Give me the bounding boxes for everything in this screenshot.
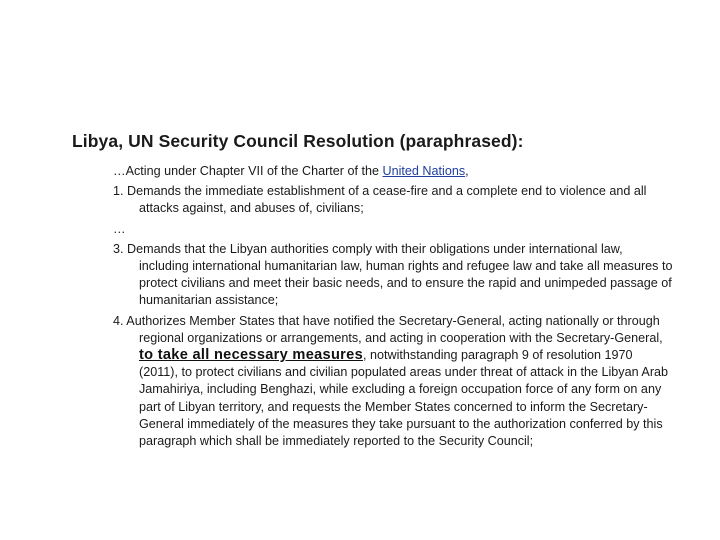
item-4-text-end: , notwithstanding paragraph 9 of resolution 1970 (2011), to protect civilians and civilian populated areas under threat of attack in the Libyan Arab Jamahiriya, including Benghazi, while excluding a foreign occupation force of any form on any part of Libyan territory, and requests the Member States concerned to inform the Secretary-General immediately of the measures they take pursuant to the authorization conferred by this paragraph which shall be immediately reported to the Security Council; — [139, 348, 669, 449]
preamble-paragraph — [113, 163, 673, 180]
preamble-text: …Acting under Chapter VII of the Charter of the — [113, 164, 383, 178]
item-1: 1. Demands the immediate establishment of a cease-fire and a complete end to violence and all attacks against, and abuses of, civilians; — [113, 184, 647, 216]
item-4 — [113, 313, 673, 451]
item-4-text-start: 4. Authorizes Member States that have notified the Secretary-General, acting nationally or through regional organizations or arrangements, and acting in cooperation with the Secretary-General, — [113, 313, 663, 345]
resolution-text — [113, 163, 673, 450]
preamble-end: , — [465, 164, 469, 178]
ellipsis-line: … — [113, 221, 126, 236]
united-nations-link[interactable]: United Nations — [382, 164, 466, 178]
slide-title: Libya, UN Security Council Resolution (paraphrased): — [72, 131, 524, 151]
item-3: 3. Demands that the Libyan authorities comply with their obligations under international law, including international humanitarian law, human rights and refugee law and take all measures to protect civilians and meet their basic needs, and to ensure the rapid and unimpeded passage of humanitarian assistance; — [113, 241, 673, 308]
necessary-measures-emphasis: to take all necessary measures — [139, 347, 363, 364]
